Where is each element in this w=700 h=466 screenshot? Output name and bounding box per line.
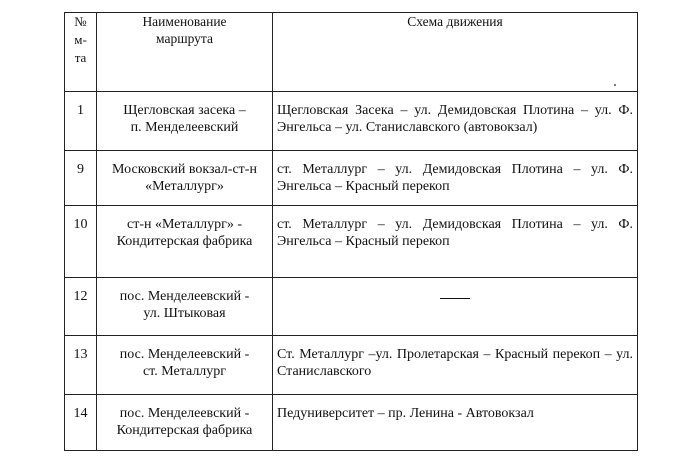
route-scheme: ст. Металлург – ул. Демидовская Плотина – ул. Ф. Энгельса – Красный перекоп	[273, 151, 638, 206]
route-number: 10	[65, 206, 97, 278]
table-row	[65, 278, 638, 336]
route-number: 13	[65, 336, 97, 395]
route-name-line: ст. Металлург	[142, 364, 227, 379]
route-name-line: Московский вокзал-ст-н	[112, 162, 257, 177]
table-row	[65, 395, 638, 451]
header-number-line-1: №	[74, 14, 87, 29]
table-row	[65, 206, 638, 278]
route-name-line: пос. Менделеевский -	[119, 406, 250, 421]
route-name-line: Щегловская засека –	[123, 103, 246, 118]
route-number: 1	[65, 92, 97, 151]
route-name-line: пос. Менделеевский -	[119, 289, 250, 304]
route-scheme-empty	[273, 278, 638, 336]
route-scheme: ст. Металлург – ул. Демидовская Плотина – ул. Ф. Энгельса – Красный перекоп	[273, 206, 638, 278]
route-scheme: Ст. Металлург –ул. Пролетарская – Красный перекоп – ул. Станиславского	[273, 336, 638, 395]
header-number-line-3: та	[74, 50, 87, 65]
header-number-line-2: м-	[74, 32, 87, 47]
routes-table	[64, 12, 638, 451]
route-scheme: Щегловская Засека – ул. Демидовская Плотина – ул. Ф. Энгельса – ул. Станиславского (автовокзал)	[273, 92, 638, 151]
table-row	[65, 151, 638, 206]
route-name-line: п. Менделеевский	[130, 120, 239, 135]
route-name-line: Кондитерская фабрика	[116, 423, 253, 438]
empty-dash	[440, 298, 470, 299]
header-row	[65, 13, 638, 92]
route-name	[97, 278, 273, 336]
route-name-line: пос. Менделеевский -	[119, 347, 250, 362]
route-name	[97, 395, 273, 451]
route-name-line: ст-н «Металлург» -	[127, 217, 242, 232]
route-name-line: Кондитерская фабрика	[116, 234, 253, 249]
route-number: 14	[65, 395, 97, 451]
route-scheme: Педуниверситет – пр. Ленина - Автовокзал	[273, 395, 638, 451]
header-route-scheme: Схема движения	[273, 13, 638, 92]
route-name-line: «Металлург»	[145, 179, 224, 194]
route-name	[97, 336, 273, 395]
route-number: 9	[65, 151, 97, 206]
header-route-name-line-2: маршрута	[156, 31, 213, 46]
route-name	[97, 206, 273, 278]
route-name-line: ул. Штыковая	[143, 306, 226, 321]
route-name	[97, 92, 273, 151]
table-row	[65, 336, 638, 395]
header-route-name	[97, 13, 273, 92]
header-number	[65, 13, 97, 92]
header-route-name-line-1: Наименование	[142, 14, 227, 29]
scan-speck	[614, 84, 616, 86]
route-name	[97, 151, 273, 206]
table-row	[65, 92, 638, 151]
route-number: 12	[65, 278, 97, 336]
